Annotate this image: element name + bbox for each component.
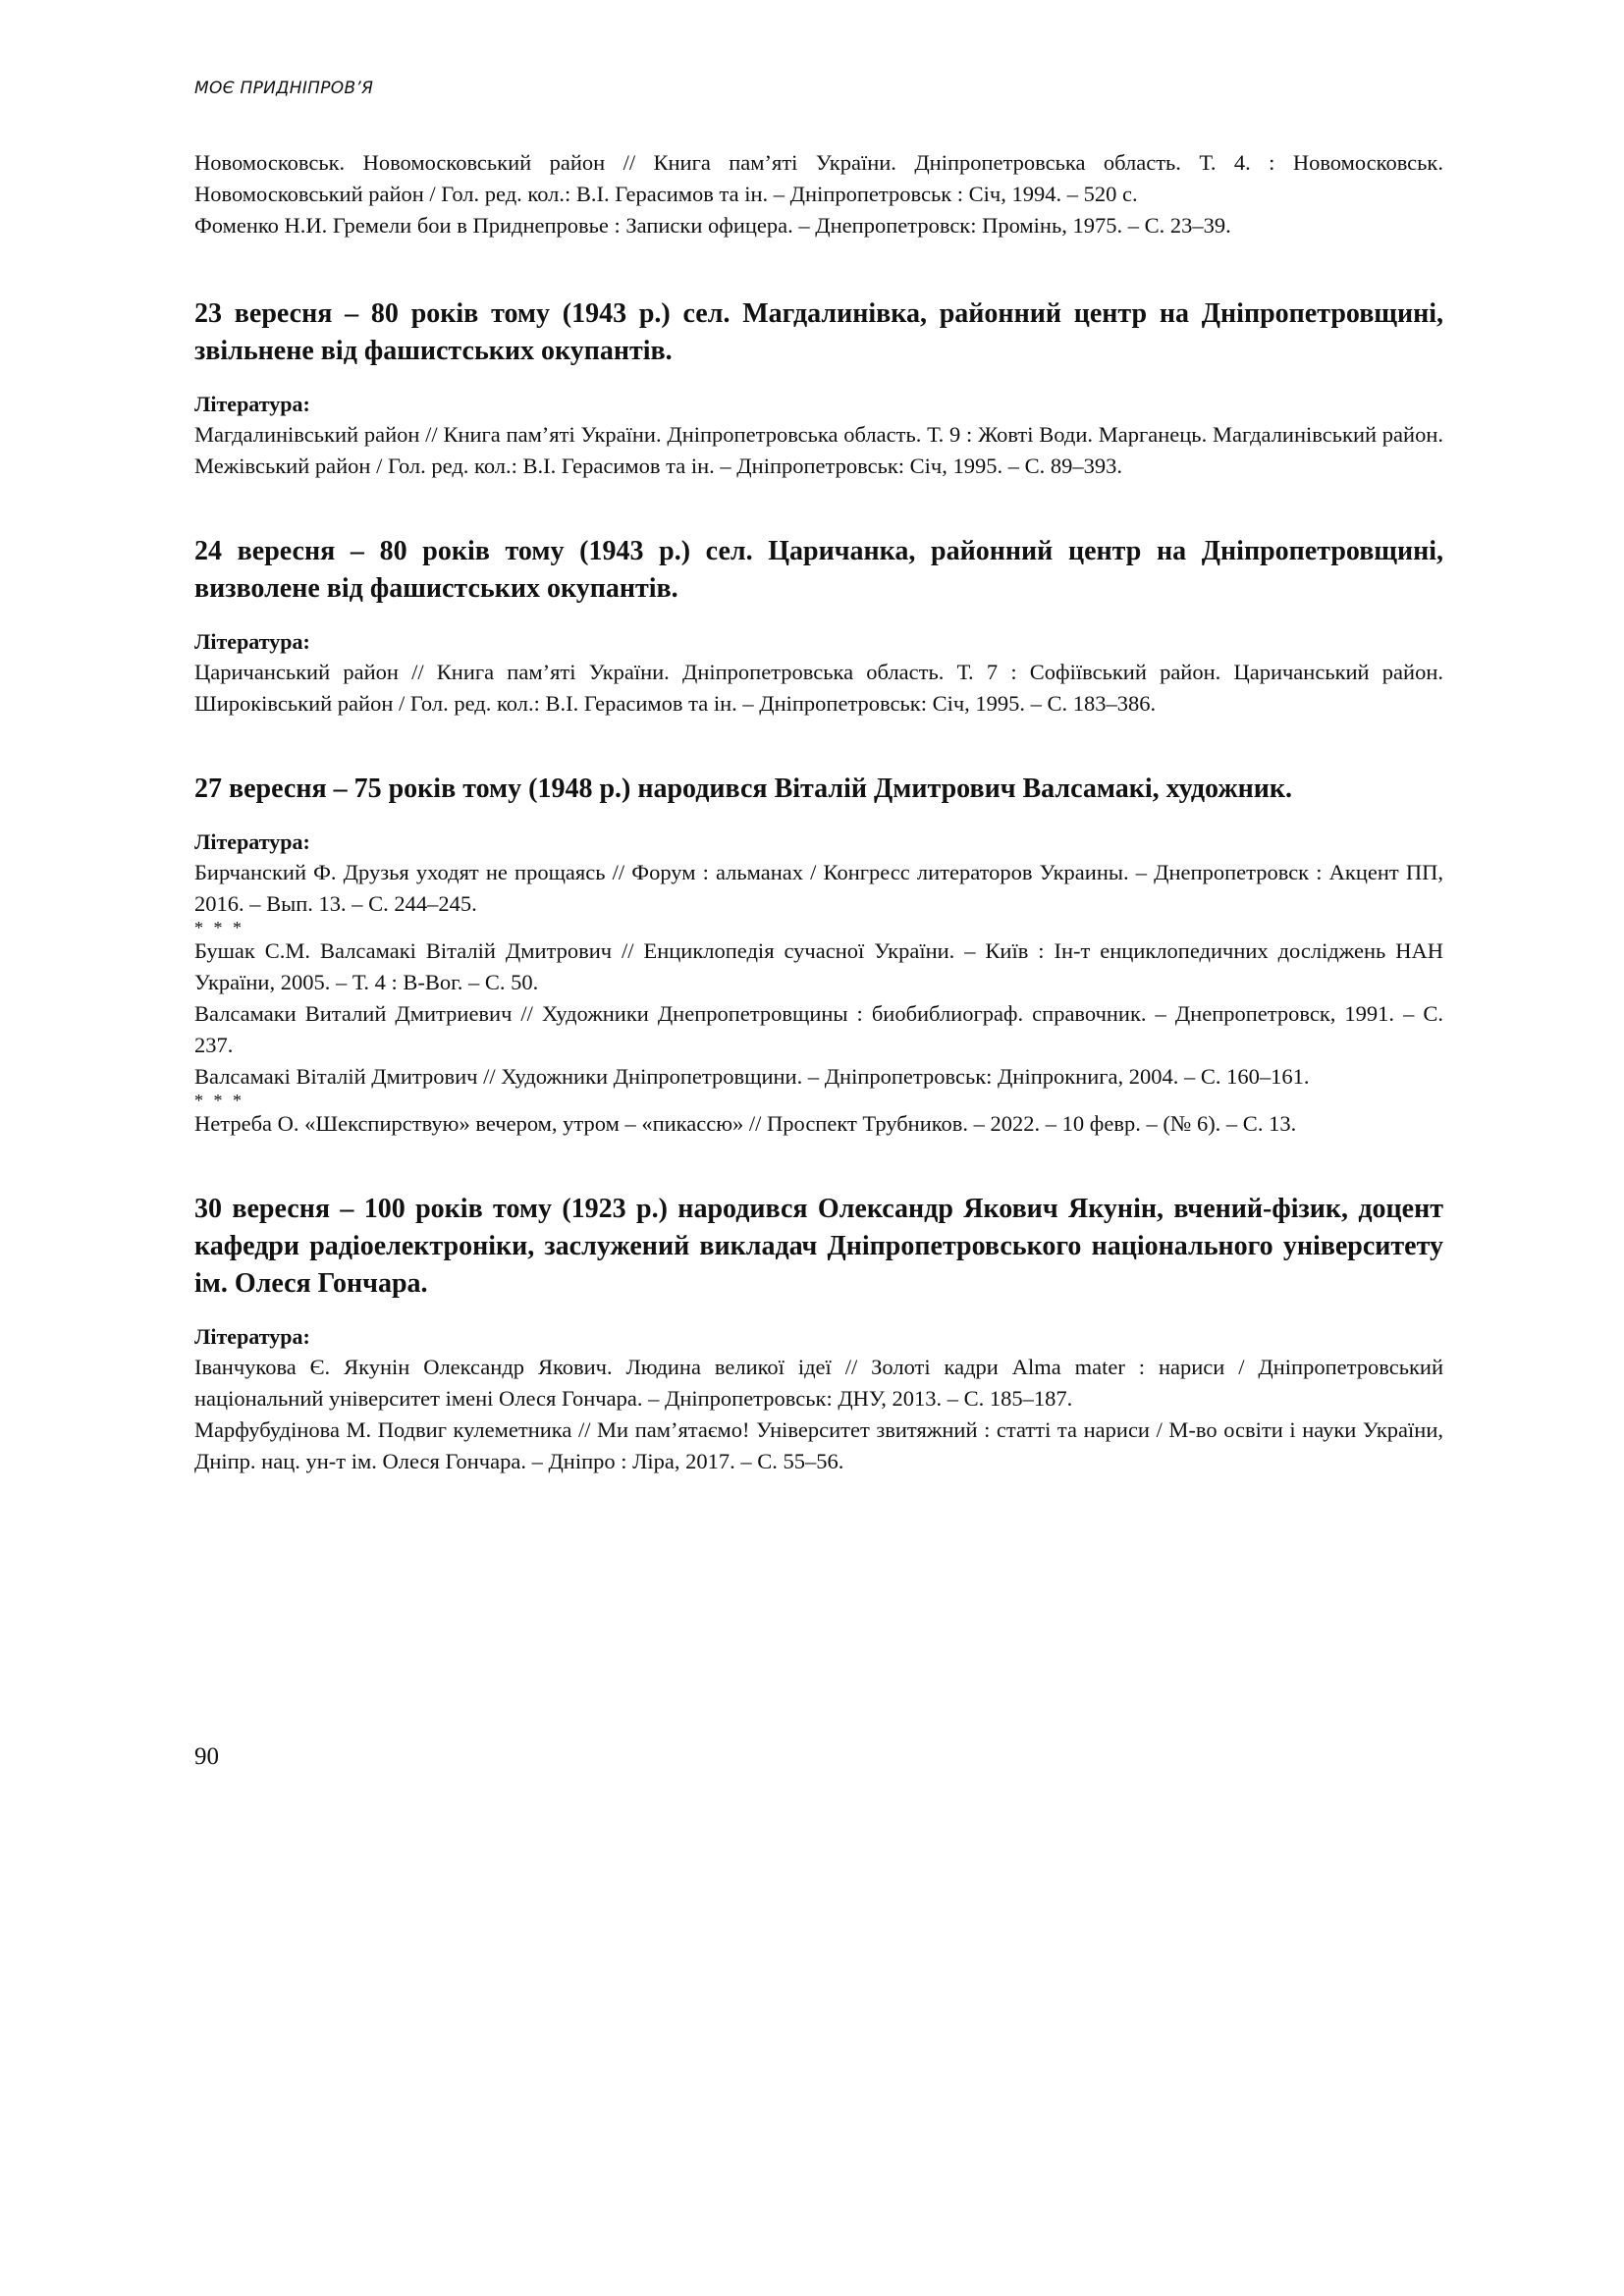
literature-label: Література: <box>194 392 310 416</box>
page-number: 90 <box>194 1743 219 1770</box>
separator-asterisks: * * * <box>194 1091 244 1110</box>
anniversary-section <box>194 533 1443 720</box>
reference-entry: Бирчанский Ф. Друзья уходят не прощаясь // Форум : альманах / Конгресс литераторов Украины. – Днепропетровск : Акцент ПП, 2016. – Вып. 13. – С. 244–245. <box>194 860 1443 916</box>
running-head: МОЄ ПРИДНІПРОВ’Я <box>194 79 374 98</box>
section-heading: 27 вересня – 75 років тому (1948 р.) народився Віталій Дмитрович Валсамакі, художник. <box>194 774 1293 804</box>
literature-label: Література: <box>194 629 310 654</box>
anniversary-section <box>194 295 1443 482</box>
anniversary-section <box>194 1191 1443 1477</box>
section-heading: 23 вересня – 80 років тому (1943 р.) сел. Магдалинівка, районний центр на Дніпропетровщині, звільнене від фашистських окупантів. <box>194 298 1443 366</box>
reference-entry: Новомосковськ. Новомосковський район // Книга пам’яті України. Дніпропетровська область. Т. 4. : Новомосковськ. Новомосковський район / Гол. ред. кол.: В.І. Герасимов та ін. – Дніпропетровськ : Січ, 1994. – 520 с. <box>194 150 1443 206</box>
section-heading: 24 вересня – 80 років тому (1943 р.) сел. Царичанка, районний центр на Дніпропетровщині, визволене від фашистських окупантів. <box>194 536 1443 604</box>
reference-entry: Фоменко Н.И. Гремели бои в Приднепровье : Записки офицера. – Днепропетровск: Промінь, 1975. – С. 23–39. <box>194 213 1231 238</box>
reference-entry: Магдалинівський район // Книга пам’яті України. Дніпропетровська область. Т. 9 : Жовті Води. Марганець. Магдалинівський район. Межівський район / Гол. ред. кол.: В.І. Герасимов та ін. – Дніпропетровськ: Січ, 1995. – С. 89–393. <box>194 422 1443 478</box>
anniversary-section <box>194 771 1443 1140</box>
reference-entry: Нетреба О. «Шекспирствую» вечером, утром – «пикассю» // Проспект Трубников. – 2022. – 10 февр. – (№ 6). – С. 13. <box>194 1111 1297 1136</box>
reference-entry: Валсамакі Віталій Дмитрович // Художники Дніпропетровщини. – Дніпропетровськ: Дніпрокнига, 2004. – С. 160–161. <box>194 1064 1310 1089</box>
separator-asterisks: * * * <box>194 918 244 937</box>
section-heading: 30 вересня – 100 років тому (1923 р.) народився Олександр Якович Якунін, вчений-фізик, доцент кафедри радіоелектроніки, заслужений викладач Дніпропетровського національного університету ім. Олеся Гончара. <box>194 1194 1443 1299</box>
literature-label: Література: <box>194 1324 310 1349</box>
reference-entry: Бушак С.М. Валсамакі Віталій Дмитрович // Енциклопедія сучасної України. – Київ : Ін-т енциклопедичних досліджень НАН України, 2005. – Т. 4 : В-Вог. – С. 50. <box>194 938 1443 994</box>
literature-label: Література: <box>194 829 310 854</box>
reference-entry: Валсамаки Виталий Дмитриевич // Художники Днепропетровщины : биобиблиограф. справочник. – Днепропетровск, 1991. – С. 237. <box>194 1001 1443 1057</box>
reference-entry: Царичанський район // Книга пам’яті України. Дніпропетровська область. Т. 7 : Софіївський район. Царичанський район. Широківський район / Гол. ред. кол.: В.І. Герасимов та ін. – Дніпропетровськ: Січ, 1995. – С. 183–386. <box>194 660 1443 716</box>
page-body <box>194 147 1443 1477</box>
reference-entry: Марфубудінова М. Подвиг кулеметника // Ми пам’ятаємо! Університет звитяжний : статті та нариси / М-во освіти і науки України, Дніпр. нац. ун-т ім. Олеся Гончара. – Дніпро : Ліра, 2017. – С. 55–56. <box>194 1417 1443 1473</box>
reference-entry: Іванчукова Є. Якунін Олександр Якович. Людина великої ідеї // Золоті кадри Alma mater : нариси / Дніпропетровський національний університет імені Олеся Гончара. – Дніпропетровськ: ДНУ, 2013. – С. 185–187. <box>194 1355 1443 1411</box>
intro-references <box>194 147 1443 241</box>
